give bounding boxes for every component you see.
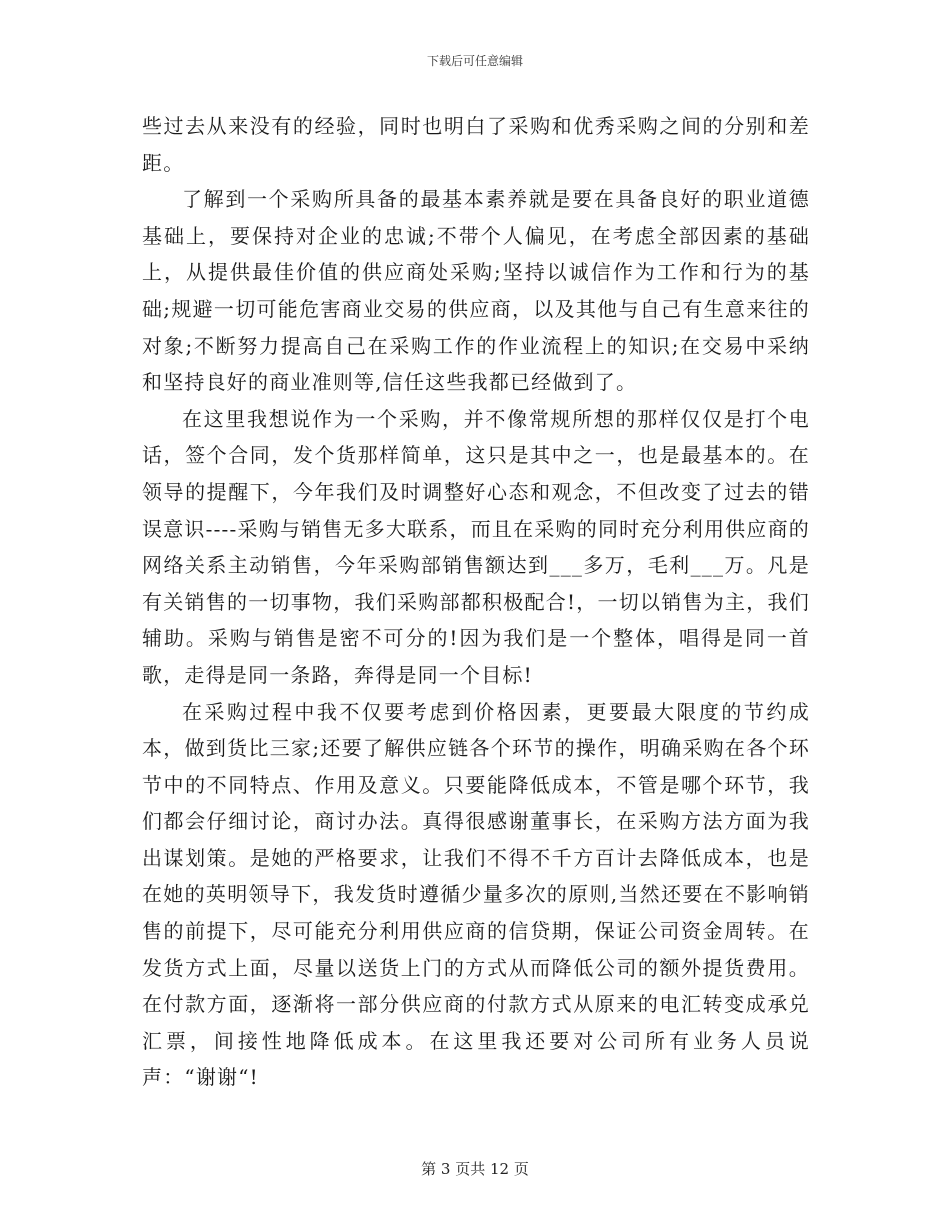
paragraph: 在这里我想说作为一个采购，并不像常规所想的那样仅仅是打个电话，签个合同，发个货那样简单，这只是其中之一，也是最基本的。在领导的提醒下，今年我们及时调整好心态和观念，不但改变了过去的错误意识----采购与销售无多大联系，而且在采购的同时充分利用供应商的网络关系主动销售，今年采购部销售额达到___多万，毛利___万。凡是有关销售的一切事物，我们采购部都积极配合!，一切以销售为主，我们辅助。采购与销售是密不可分的!因为我们是一个整体，唱得是同一首歌，走得是同一条路，奔得是同一个目标!	[142, 406, 810, 687]
page-number-footer: 第 3 页共 12 页	[421, 1160, 529, 1178]
paragraph: 了解到一个采购所具备的最基本素养就是要在具备良好的职业道德基础上，要保持对企业的忠诚;不带个人偏见，在考虑全部因素的基础上，从提供最佳价值的供应商处采购;坚持以诚信作为工作和行为的基础;规避一切可能危害商业交易的供应商，以及其他与自己有生意来往的对象;不断努力提高自己在采购工作的作业流程上的知识;在交易中采纳和坚持良好的商业准则等,信任这些我都已经做到了。	[142, 187, 810, 395]
paragraph: 在采购过程中我不仅要考虑到价格因素，更要最大限度的节约成本，做到货比三家;还要了解供应链各个环节的操作，明确采购在各个环节中的不同特点、作用及意义。只要能降低成本，不管是哪个环节，我们都会仔细讨论，商讨办法。真得很感谢董事长，在采购方法方面为我出谋划策。是她的严格要求，让我们不得不千方百计去降低成本，也是在她的英明领导下，我发货时遵循少量多次的原则,当然还要在不影响销售的前提下，尽可能充分利用供应商的信贷期，保证公司资金周转。在发货方式上面，尽量以送货上门的方式从而降低公司的额外提货费用。在付款方面，逐渐将一部分供应商的付款方式从原来的电汇转变成承兑汇票，间接性地降低成本。在这里我还要对公司所有业务人员说声：“谢谢“!	[142, 699, 810, 1090]
paragraph-continued: 些过去从来没有的经验，同时也明白了采购和优秀采购之间的分别和差距。	[142, 114, 810, 175]
page-header: 下载后可任意编辑	[426, 54, 523, 68]
document-body	[142, 108, 810, 1096]
